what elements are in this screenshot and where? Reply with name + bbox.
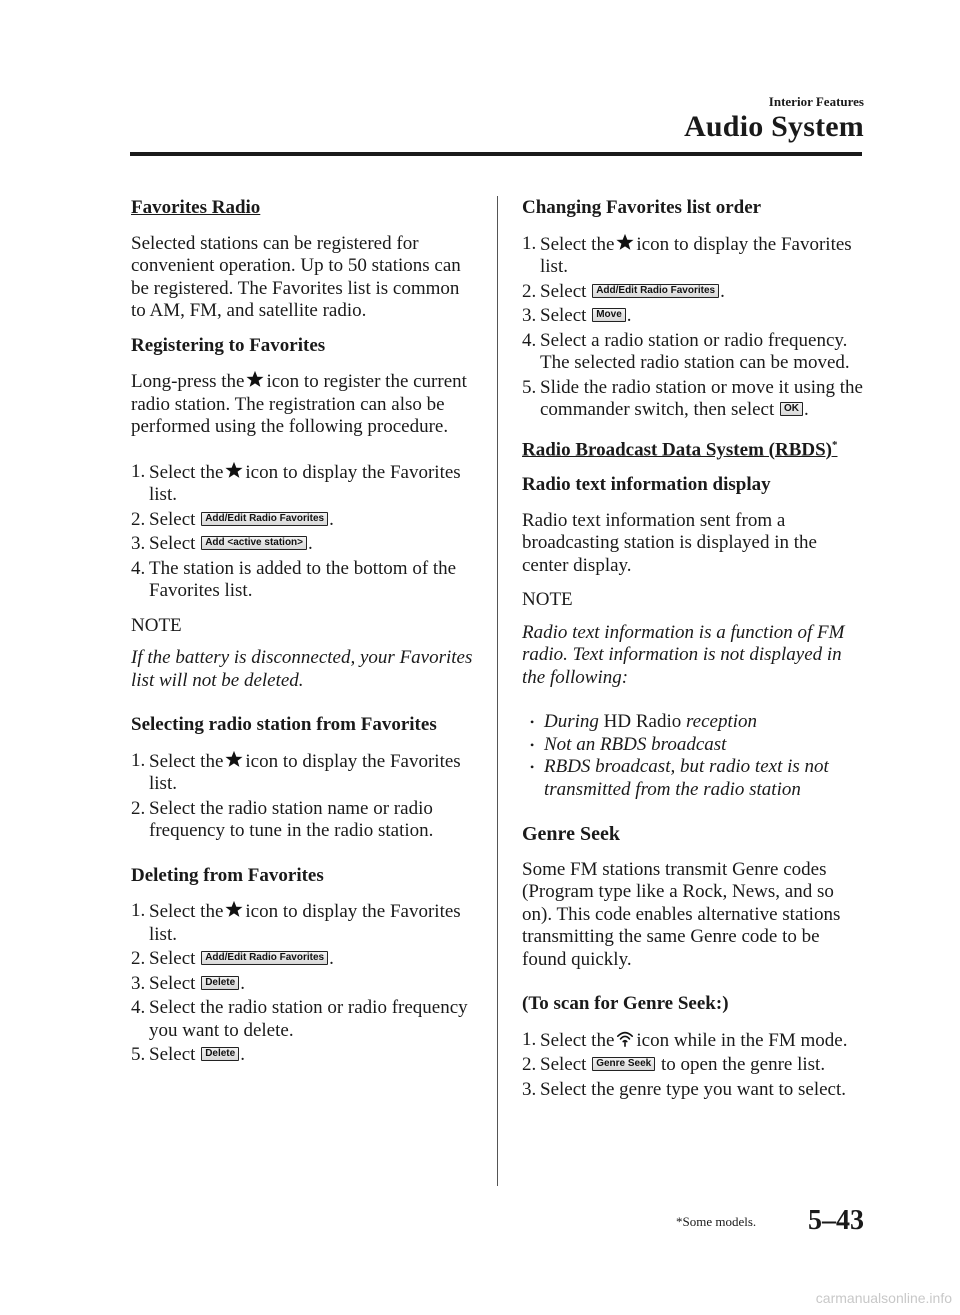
note-text: Radio text information is a function of FM radio. Text information is not displayed in the following: xyxy=(522,621,845,688)
star-icon xyxy=(246,370,264,388)
list-item: 5. Select Delete . xyxy=(131,1044,245,1065)
list-item: 1. Select the icon to display the Favorites list. xyxy=(131,900,461,945)
section-label: Interior Features xyxy=(768,94,864,109)
watermark: carmanualsonline.info xyxy=(815,1290,952,1306)
list-item: 4. Select the radio station or radio frequency you want to delete. xyxy=(131,997,468,1041)
list-item: 1. Select the icon to display the Favorites list. xyxy=(131,460,461,505)
register-heading: Registering to Favorites xyxy=(131,334,326,356)
add-active-station-button[interactable]: Add <active station> xyxy=(201,536,307,550)
order-heading: Changing Favorites list order xyxy=(522,197,762,218)
page-title: Audio System xyxy=(684,110,864,143)
favorites-radio-heading: Favorites Radio xyxy=(131,197,261,218)
select-heading: Selecting radio station from Favorites xyxy=(131,714,437,735)
radio-text-heading: Radio text information display xyxy=(522,474,771,496)
header-rule xyxy=(130,152,862,156)
scan-heading: (To scan for Genre Seek:) xyxy=(522,993,729,1015)
scan-steps xyxy=(522,1029,867,1102)
some-models-mark: * xyxy=(831,438,838,451)
delete-steps xyxy=(131,900,476,1067)
order-steps xyxy=(522,233,867,422)
list-item: • RBDS broadcast, but radio text is not transmitted from the radio station xyxy=(530,756,829,800)
list-item: 2. Select Add/Edit Radio Favorites . xyxy=(131,508,334,530)
list-item: 2. Select the radio station name or radio frequency to tune in the radio station. xyxy=(131,797,434,841)
list-item: 2. Select Add/Edit Radio Favorites . xyxy=(522,280,725,302)
list-item: 4. Select a radio station or radio frequency. The selected radio station can be moved. xyxy=(522,329,850,373)
page-number: 5–43 xyxy=(808,1205,864,1236)
list-item: 3. Select Move . xyxy=(522,305,632,326)
delete-button[interactable]: Delete xyxy=(201,1047,239,1061)
list-item: 1. Select the icon while in the FM mode. xyxy=(522,1028,848,1051)
add-edit-radio-favorites-button[interactable]: Add/Edit Radio Favorites xyxy=(201,512,328,526)
star-icon xyxy=(225,750,243,768)
list-item: • During HD Radio reception xyxy=(530,711,758,733)
left-column xyxy=(131,197,476,1079)
favorites-intro: Selected stations can be registered for convenient operation. Up to 50 stations can be registered. The Favorites list is common to AM, FM, and satellite radio. xyxy=(131,232,461,321)
star-icon xyxy=(225,900,243,918)
list-item: 1. Select the icon to display the Favorites list. xyxy=(131,749,461,794)
radio-text-conditions xyxy=(522,711,867,801)
delete-button[interactable]: Delete xyxy=(201,976,239,990)
rbds-heading: Radio Broadcast Data System (RBDS)* xyxy=(522,438,838,460)
genre-seek-heading: Genre Seek xyxy=(522,823,620,846)
select-steps xyxy=(131,750,476,843)
radio-signal-icon xyxy=(616,1029,634,1047)
delete-heading: Deleting from Favorites xyxy=(131,864,324,886)
note-text: If the battery is disconnected, your Favorites list will not be deleted. xyxy=(131,647,473,691)
radio-text-intro: Radio text information sent from a broadcasting station is displayed in the center display. xyxy=(522,509,817,576)
footnote: *Some models. xyxy=(676,1214,757,1229)
column-divider xyxy=(497,196,498,1186)
add-edit-radio-favorites-button[interactable]: Add/Edit Radio Favorites xyxy=(592,284,719,298)
note-label: NOTE xyxy=(522,589,573,611)
right-column xyxy=(522,197,867,1113)
note-label: NOTE xyxy=(131,614,182,636)
list-item: 1. Select the icon to display the Favorites list. xyxy=(522,232,852,277)
list-item: • Not an RBDS broadcast xyxy=(530,733,727,755)
register-steps xyxy=(131,461,476,603)
list-item: 3. Select Delete . xyxy=(131,972,245,994)
move-button[interactable]: Move xyxy=(592,308,626,322)
add-edit-radio-favorites-button[interactable]: Add/Edit Radio Favorites xyxy=(201,951,328,965)
star-icon xyxy=(225,461,243,479)
list-item: 3. Select the genre type you want to select. xyxy=(522,1078,847,1100)
star-icon xyxy=(616,233,634,251)
genre-seek-button[interactable]: Genre Seek xyxy=(592,1057,655,1071)
list-item: 2. Select Genre Seek to open the genre list. xyxy=(522,1054,826,1076)
genre-intro: Some FM stations transmit Genre codes (Program type like a Rock, News, and so on). This code enables alternative stations transmitting the same Genre code to be found quickly. xyxy=(522,858,841,970)
list-item: 5. Slide the radio station or move it using the commander switch, then select OK . xyxy=(522,376,863,420)
list-item: 3. Select Add <active station> . xyxy=(131,533,313,554)
ok-button[interactable]: OK xyxy=(780,402,803,416)
register-text: Long-press the icon to register the current radio station. The registration can also be performed using the following procedure. xyxy=(131,371,467,437)
list-item: 2. Select Add/Edit Radio Favorites . xyxy=(131,948,334,969)
list-item: 4. The station is added to the bottom of the Favorites list. xyxy=(131,557,457,601)
